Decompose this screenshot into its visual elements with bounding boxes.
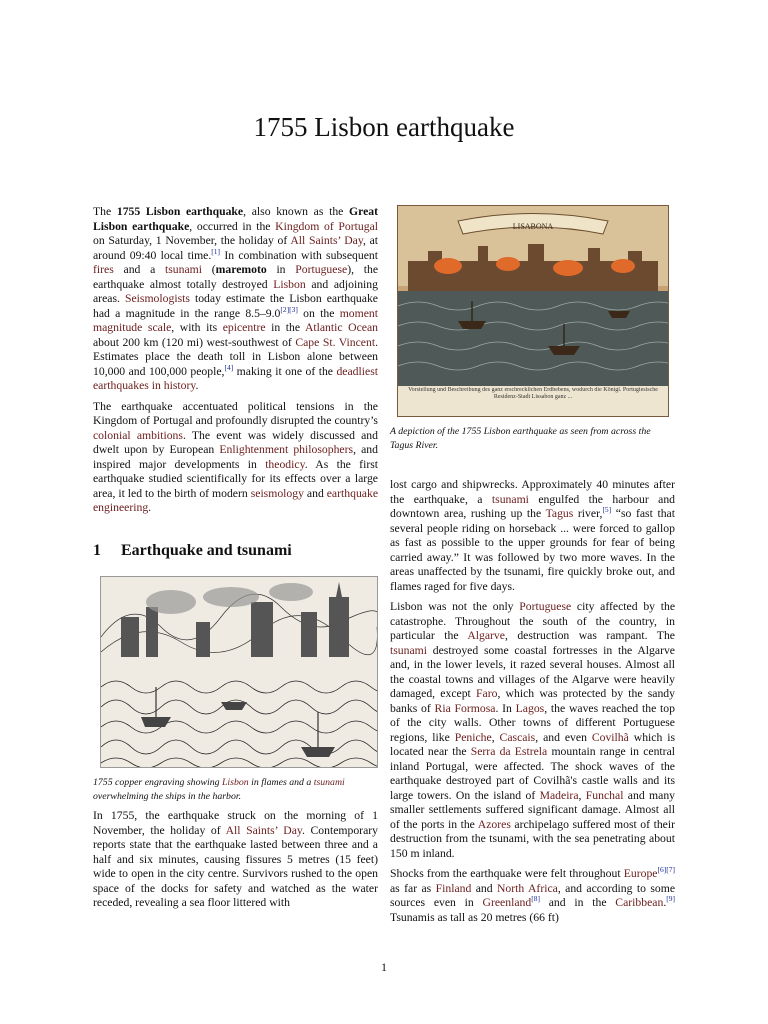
wiki-link[interactable]: tsunami — [491, 492, 529, 506]
wiki-link[interactable]: Ria Formosa — [434, 701, 496, 715]
wiki-link[interactable]: tsunami — [390, 643, 428, 657]
citation[interactable]: [5] — [602, 505, 612, 515]
wiki-link[interactable]: North Africa — [496, 881, 558, 895]
wiki-link[interactable]: Lisbon — [221, 777, 249, 788]
wiki-link[interactable]: Algarve — [467, 629, 505, 642]
wiki-link[interactable]: Enlightenment philosophers — [219, 443, 354, 456]
wiki-link[interactable]: Madeira — [539, 788, 579, 802]
wiki-link[interactable]: moment magnitude scale — [93, 306, 378, 334]
section-number: 1 — [93, 541, 101, 559]
wiki-link[interactable]: Finland — [435, 881, 472, 895]
banner-text: LISABONA — [512, 222, 554, 231]
lisbon-depiction-image — [397, 205, 669, 417]
wiki-link[interactable]: Seismologists — [124, 292, 190, 305]
wiki-link[interactable]: deadliest earthquakes in history — [93, 364, 378, 392]
figure2-caption: A depiction of the 1755 Lisbon earthquake as seen from across the Tagus River. — [390, 426, 651, 451]
copper-engraving-image — [100, 576, 378, 768]
figure1-caption: 1755 copper engraving showing Lisbon in flames and a tsunami overwhelming the ships in the harbor. — [93, 777, 345, 802]
wiki-link[interactable]: Tagus — [545, 507, 574, 520]
citation[interactable]: [4] — [224, 362, 234, 372]
wiki-link[interactable]: Serra da Estrela — [470, 745, 548, 758]
section-paragraph-1b: lost cargo and shipwrecks. Approximately 40 minutes after the earthquake, a tsunami engulfed the harbour and downtown area, rushing up the Tagus river,[5] “so fast that several people riding on horseback ... were forced to gallop as fast as possible to the upper grounds for fear of being carried away.” It was followed by two more waves. In the areas unaffected by the tsunami, fire quickly broke out, and flames raged for five days. — [390, 478, 676, 593]
bold-term: maremoto — [215, 263, 267, 276]
wiki-link[interactable]: Caribbean — [615, 896, 664, 909]
wiki-link[interactable]: Cape St. Vincent — [295, 335, 376, 349]
section-paragraph-2: Lisbon was not the only Portuguese city affected by the catastrophe. Throughout the south of the country, in particular the Algarve, destruction was rampant. The tsunami destroyed some coastal fortresses in the Algarve and, in the lower levels, it razed several houses. Almost all the coastal towns and villages of the Algarve were heavily damaged, except Faro, which was protected by the sandy banks of Ria Formosa. In Lagos, the waves reached the top of the city walls. Other towns of different Portuguese regions, like Peniche, Cascais, and even Covilhã which is located near the Serra da Estrela mountain range in central inland Portugal, were affected. The shock waves of the earthquake destroyed part of Covilhã's castle walls and its large towers. On the island of Madeira, Funchal and many smaller settlements suffered significant damage. Almost all of the ports in the Azores archipelago suffered most of their destruction from the tsunami, with the sea penetrating about 150 m inland. — [390, 600, 676, 860]
wiki-link[interactable]: fires — [93, 263, 114, 276]
citation[interactable]: [9] — [666, 894, 675, 904]
page-number: 1 — [381, 960, 387, 974]
citation[interactable]: [1] — [211, 246, 221, 256]
wiki-link[interactable]: Cascais — [499, 730, 536, 744]
wiki-link[interactable]: Greenland — [482, 896, 532, 909]
section-title: Earthquake and tsunami — [121, 541, 292, 559]
wiki-link[interactable]: epicentre — [222, 321, 266, 334]
wiki-link[interactable]: theodicy — [265, 457, 305, 471]
citation[interactable]: [8] — [531, 894, 540, 904]
wiki-link[interactable]: Lagos — [515, 701, 545, 715]
intro-paragraph-2: The earthquake accentuated political tensions in the Kingdom of Portugal and profoundly disrupted the country’s colonial ambitions. The event was widely discussed and dwelt upon by European Enlightenment philosophers, and inspired major developments in theodicy. As the first earthquake studied scientifically for its effects over a large area, it led to the birth of modern seismology and earthquake engineering. — [93, 399, 379, 514]
wiki-link[interactable]: tsunami — [165, 263, 203, 276]
section-paragraph-1a: In 1755, the earthquake struck on the morning of 1 November, the holiday of All Saints’ Day. Contemporary reports state that the earthquake lasted between three and a half and six minutes, causing fissures 5 metres (15 feet) wide to open in the city centre. Survivors rushed to the open space of the docks for safety and watched as the water receded, revealing a sea floor littered with — [93, 809, 379, 909]
wiki-link[interactable]: All Saints’ Day — [225, 823, 302, 837]
section-paragraph-3: Shocks from the earthquake were felt throughout Europe[6][7] as far as Finland and North Africa, and according to some sources even in Greenland[8] and in the Caribbean.[9] Tsunamis as tall as 20 metres (66 ft) — [390, 865, 676, 924]
wiki-link[interactable]: Faro — [476, 687, 498, 700]
engraving-drawing — [101, 577, 377, 767]
wiki-link[interactable]: colonial ambitions — [93, 428, 183, 442]
left-column — [93, 205, 378, 917]
wiki-link[interactable]: earthquake engineering — [93, 486, 379, 514]
wiki-link[interactable]: Lisbon — [273, 277, 306, 291]
section-heading — [93, 541, 378, 559]
wiki-link[interactable]: Funchal — [585, 788, 624, 802]
citation[interactable]: [2][3] — [280, 304, 298, 314]
page-title: 1755 Lisbon earthquake — [253, 112, 515, 142]
wiki-link[interactable]: Atlantic Ocean — [304, 321, 378, 334]
intro-paragraph-1: The 1755 Lisbon earthquake, also known as the Great Lisbon earthquake, occurred in the Kingdom of Portugal on Saturday, 1 November, the holiday of All Saints’ Day, at around 09:40 local time.[1] In combination with subsequent fires and a tsunami (maremoto in Portuguese), the earthquake almost totally destroyed Lisbon and adjoining areas. Seismologists today estimate the Lisbon earthquake had a magnitude in the range 8.5–9.0[2][3] on the moment magnitude scale, with its epicentre in the Atlantic Ocean about 200 km (120 mi) west-southwest of Cape St. Vincent. Estimates place the death toll in Lisbon alone between 10,000 and 100,000 people,[4] making it one of the deadliest earthquakes in history. — [93, 205, 379, 392]
wiki-link[interactable]: seismology — [250, 486, 304, 500]
right-column — [390, 205, 675, 931]
wiki-link[interactable]: Peniche — [454, 730, 492, 744]
wiki-link[interactable]: Portuguese — [295, 263, 348, 276]
bold-term: Great Lisbon earthquake — [93, 205, 379, 233]
wiki-link[interactable]: Covilhã — [591, 730, 629, 744]
depiction-drawing — [398, 206, 668, 416]
wiki-link[interactable]: Portuguese — [519, 600, 572, 613]
wiki-link[interactable]: Kingdom of Portugal — [275, 219, 379, 233]
bold-term: 1755 Lisbon earthquake — [116, 205, 244, 218]
wiki-link[interactable]: Azores — [477, 817, 511, 831]
wiki-link[interactable]: Europe — [623, 867, 658, 880]
wiki-link[interactable]: tsunami — [313, 777, 345, 788]
wiki-link[interactable]: All Saints’ Day — [290, 234, 363, 247]
citation[interactable]: [6][7] — [657, 865, 675, 875]
depiction-bottom-text: Vorstellung und Beschreibung des ganz erschrecklichen Erdbebens, wodurch die Königl. Portugiesische Residenz-Stadt Lissabon ganz ... — [408, 387, 658, 400]
